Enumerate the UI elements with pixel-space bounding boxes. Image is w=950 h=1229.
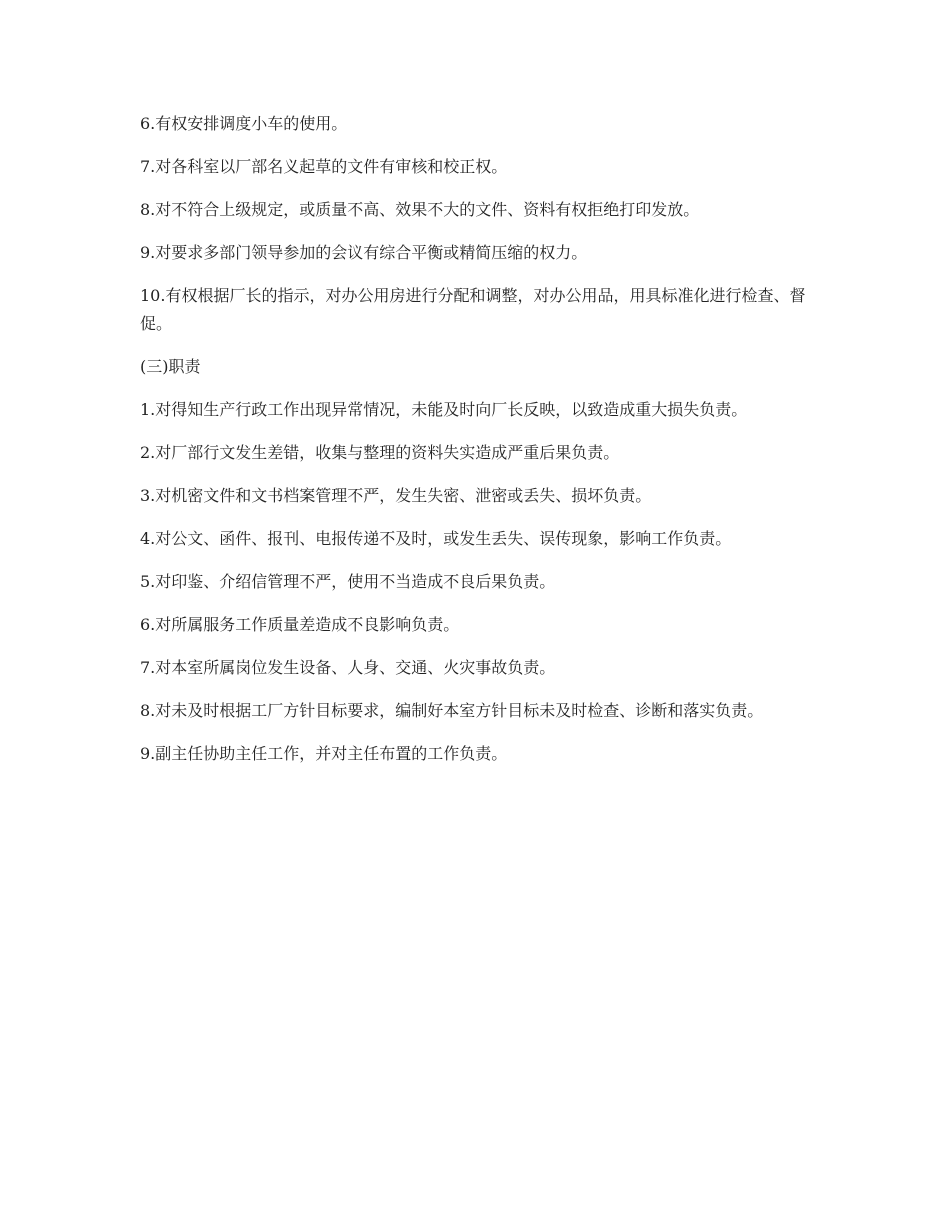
paragraph-responsibility-8: 8.对未及时根据工厂方针目标要求，编制好本室方针目标未及时检查、诊断和落实负责。 bbox=[140, 701, 764, 720]
paragraph-authority-8: 8.对不符合上级规定，或质量不高、效果不大的文件、资料有权拒绝打印发放。 bbox=[140, 200, 700, 219]
paragraph-responsibility-4: 4.对公文、函件、报刊、电报传递不及时，或发生丢失、误传现象，影响工作负责。 bbox=[140, 529, 732, 548]
paragraph-responsibility-7: 7.对本室所属岗位发生设备、人身、交通、火灾事故负责。 bbox=[140, 658, 556, 677]
paragraph-responsibility-6: 6.对所属服务工作质量差造成不良影响负责。 bbox=[140, 615, 460, 634]
paragraph-responsibility-2: 2.对厂部行文发生差错，收集与整理的资料失实造成严重后果负责。 bbox=[140, 443, 620, 462]
document-body bbox=[140, 110, 810, 783]
paragraph-responsibility-9: 9.副主任协助主任工作，并对主任布置的工作负责。 bbox=[140, 744, 508, 763]
paragraph-responsibility-3: 3.对机密文件和文书档案管理不严，发生失密、泄密或丢失、损坏负责。 bbox=[140, 486, 652, 505]
paragraph-authority-9: 9.对要求多部门领导参加的会议有综合平衡或精简压缩的权力。 bbox=[140, 243, 588, 262]
paragraph-responsibility-1: 1.对得知生产行政工作出现异常情况，未能及时向厂长反映，以致造成重大损失负责。 bbox=[140, 400, 748, 419]
section-heading-responsibilities: (三)职责 bbox=[140, 357, 201, 376]
paragraph-authority-6: 6.有权安排调度小车的使用。 bbox=[140, 114, 348, 133]
paragraph-responsibility-5: 5.对印鉴、介绍信管理不严，使用不当造成不良后果负责。 bbox=[140, 572, 556, 591]
paragraph-authority-7: 7.对各科室以厂部名义起草的文件有审核和校正权。 bbox=[140, 157, 508, 176]
paragraph-authority-10: 10.有权根据厂长的指示，对办公用房进行分配和调整，对办公用品，用具标准化进行检查、督促。 bbox=[140, 286, 806, 333]
